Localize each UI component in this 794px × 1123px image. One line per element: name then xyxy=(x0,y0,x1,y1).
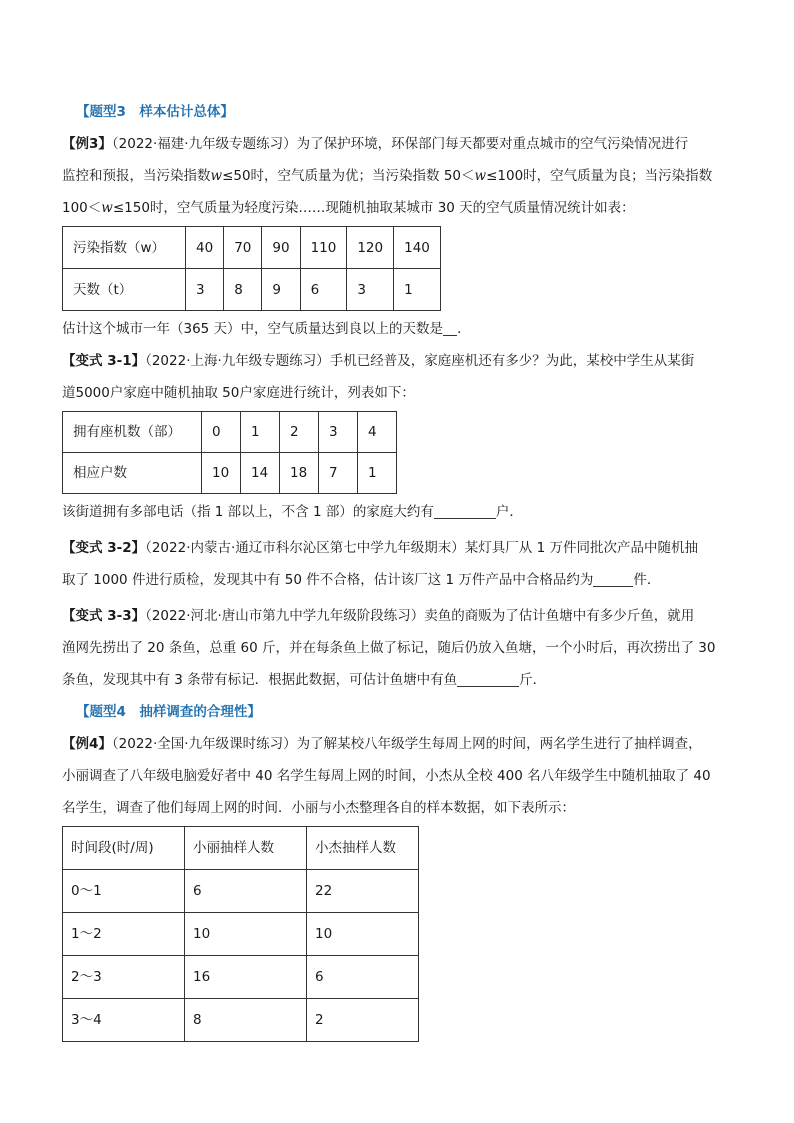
example-3-paragraph xyxy=(62,128,732,224)
table-cell: 小杰抽样人数 xyxy=(307,827,419,870)
example-3-line1: 为了保护环境，环保部门每天都要对重点城市的空气污染情况进行 xyxy=(296,136,689,152)
table-cell: 2～3 xyxy=(63,956,185,999)
table-cell: 9 xyxy=(262,269,300,311)
table-cell: 140 xyxy=(394,227,441,269)
answer-blank[interactable] xyxy=(457,670,519,687)
table-cell: 90 xyxy=(262,227,300,269)
table-cell: 3 xyxy=(347,269,394,311)
table-row xyxy=(63,227,441,269)
table-cell: 1 xyxy=(241,412,280,453)
phone-table xyxy=(62,411,397,494)
variant-3-3-paragraph xyxy=(62,600,732,696)
table-cell: 3 xyxy=(186,269,224,311)
table-row xyxy=(63,870,419,913)
variant-3-3-source: （2022·河北·唐山市第九中学九年级阶段练习） xyxy=(145,608,425,624)
table-row xyxy=(63,827,419,870)
table-cell: 2 xyxy=(280,412,319,453)
table-cell: 70 xyxy=(224,227,262,269)
example-4-paragraph xyxy=(62,728,732,824)
question-text: 估计这个城市一年（365 天）中，空气质量达到良以上的天数是 xyxy=(62,321,444,337)
example-4-line3: 名学生，调查了他们每周上网的时间．小丽与小杰整理各自的样本数据，如下表所示： xyxy=(62,800,575,816)
table-cell: 22 xyxy=(307,870,419,913)
table-cell: 10 xyxy=(307,913,419,956)
variant-3-3-tag: 【变式 3-3】 xyxy=(62,608,146,624)
variant-3-3-line2: 渔网先捞出了 20 条鱼，总重 60 斤，并在每条鱼上做了标记，随后仍放入鱼塘，一个小时后，再次捞出了 30 xyxy=(62,640,716,656)
example-3-line2c: ≤100时，空气质量为良；当污染指数 xyxy=(486,168,713,184)
variant-3-2-line2: 取了 1000 件进行质检，发现其中有 50 件不合格，估计该厂这 1 万件产品中合格品约为 xyxy=(62,572,594,588)
example-3-line3b: ≤150时，空气质量为轻度污染……现随机抽取某城市 30 天的空气质量情况统计如表： xyxy=(112,200,635,216)
variant-3-1-paragraph xyxy=(62,345,732,409)
table-cell: 4 xyxy=(358,412,397,453)
table-cell: 110 xyxy=(300,227,347,269)
table-cell: 6 xyxy=(307,956,419,999)
question-end: 斤． xyxy=(519,672,547,688)
question-end: 件． xyxy=(633,572,661,588)
example-3-line3a: 100＜ xyxy=(62,200,102,216)
worksheet-page xyxy=(62,96,732,1044)
table-row xyxy=(63,956,419,999)
example-3-tag: 【例3】 xyxy=(62,136,112,152)
table-cell: 16 xyxy=(185,956,307,999)
table-cell: 10 xyxy=(202,453,241,494)
table-cell: 小丽抽样人数 xyxy=(185,827,307,870)
example-3-line2b: ≤50时，空气质量为优；当污染指数 50＜ xyxy=(222,168,475,184)
table-cell: 6 xyxy=(300,269,347,311)
table-cell: 相应户数 xyxy=(63,453,202,494)
pollution-table xyxy=(62,226,441,311)
table-cell: 污染指数（w） xyxy=(63,227,186,269)
table-cell: 120 xyxy=(347,227,394,269)
table-cell: 0 xyxy=(202,412,241,453)
table-cell: 8 xyxy=(185,999,307,1042)
variable-w: w xyxy=(474,168,487,184)
table-cell: 14 xyxy=(241,453,280,494)
answer-blank[interactable] xyxy=(593,570,633,587)
table-row xyxy=(63,913,419,956)
example-3-question xyxy=(62,313,732,345)
variant-3-2-paragraph xyxy=(62,532,732,596)
question-text: 该街道拥有多部电话（指 1 部以上，不含 1 部）的家庭大约有 xyxy=(62,504,434,520)
variant-3-2-source: （2022·内蒙古·通辽市科尔沁区第七中学九年级期末） xyxy=(145,540,465,556)
table-cell: 拥有座机数（部） xyxy=(63,412,202,453)
section-3-heading: 【题型3 样本估计总体】 xyxy=(76,104,234,120)
variant-3-1-tag: 【变式 3-1】 xyxy=(62,353,146,369)
variant-3-1-source: （2022·上海·九年级专题练习） xyxy=(145,353,330,369)
example-4-tag: 【例4】 xyxy=(62,736,112,752)
table-row xyxy=(63,412,397,453)
example-4-line1: 为了解某校八年级学生每周上网的时间，两名学生进行了抽样调查， xyxy=(296,736,702,752)
variant-3-1-line1: 手机已经普及，家庭座机还有多少？为此，某校中学生从某街 xyxy=(329,353,695,369)
variant-3-2-tag: 【变式 3-2】 xyxy=(62,540,146,556)
table-cell: 天数（t） xyxy=(63,269,186,311)
answer-blank[interactable] xyxy=(434,502,496,519)
answer-blank[interactable] xyxy=(443,319,457,336)
question-end: 户． xyxy=(495,504,523,520)
table-cell: 18 xyxy=(280,453,319,494)
variant-3-1-line2: 道5000户家庭中随机抽取 50户家庭进行统计，列表如下： xyxy=(62,385,415,401)
table-cell: 时间段(时/周) xyxy=(63,827,185,870)
question-end: ． xyxy=(457,321,471,337)
variant-3-1-question xyxy=(62,496,732,528)
table-cell: 1 xyxy=(394,269,441,311)
table-cell: 8 xyxy=(224,269,262,311)
table-cell: 1 xyxy=(358,453,397,494)
internet-time-table xyxy=(62,826,419,1042)
table-cell: 10 xyxy=(185,913,307,956)
variable-w: w xyxy=(101,200,113,216)
variant-3-3-line3: 条鱼，发现其中有 3 条带有标记．根据此数据，可估计鱼塘中有鱼 xyxy=(62,672,458,688)
variant-3-2-line1: 某灯具厂从 1 万件同批次产品中随机抽 xyxy=(464,540,698,556)
table-row xyxy=(63,453,397,494)
variable-w: w xyxy=(210,168,223,184)
table-cell: 3 xyxy=(319,412,358,453)
table-row xyxy=(63,999,419,1042)
table-row xyxy=(63,269,441,311)
example-3-source: （2022·福建·九年级专题练习） xyxy=(111,136,297,152)
variant-3-3-line1: 卖鱼的商贩为了估计鱼塘中有多少斤鱼，就用 xyxy=(424,608,695,624)
example-3-line2a: 监控和预报，当污染指数 xyxy=(62,168,211,184)
table-cell: 2 xyxy=(307,999,419,1042)
table-cell: 0～1 xyxy=(63,870,185,913)
table-cell: 40 xyxy=(186,227,224,269)
section-4-heading: 【题型4 抽样调查的合理性】 xyxy=(76,704,261,720)
table-cell: 1～2 xyxy=(63,913,185,956)
table-cell: 3～4 xyxy=(63,999,185,1042)
example-4-line2: 小丽调查了八年级电脑爱好者中 40 名学生每周上网的时间，小杰从全校 400 名八年级学生中随机抽取了 40 xyxy=(62,768,711,784)
example-4-source: （2022·全国·九年级课时练习） xyxy=(111,736,297,752)
table-cell: 6 xyxy=(185,870,307,913)
table-cell: 7 xyxy=(319,453,358,494)
